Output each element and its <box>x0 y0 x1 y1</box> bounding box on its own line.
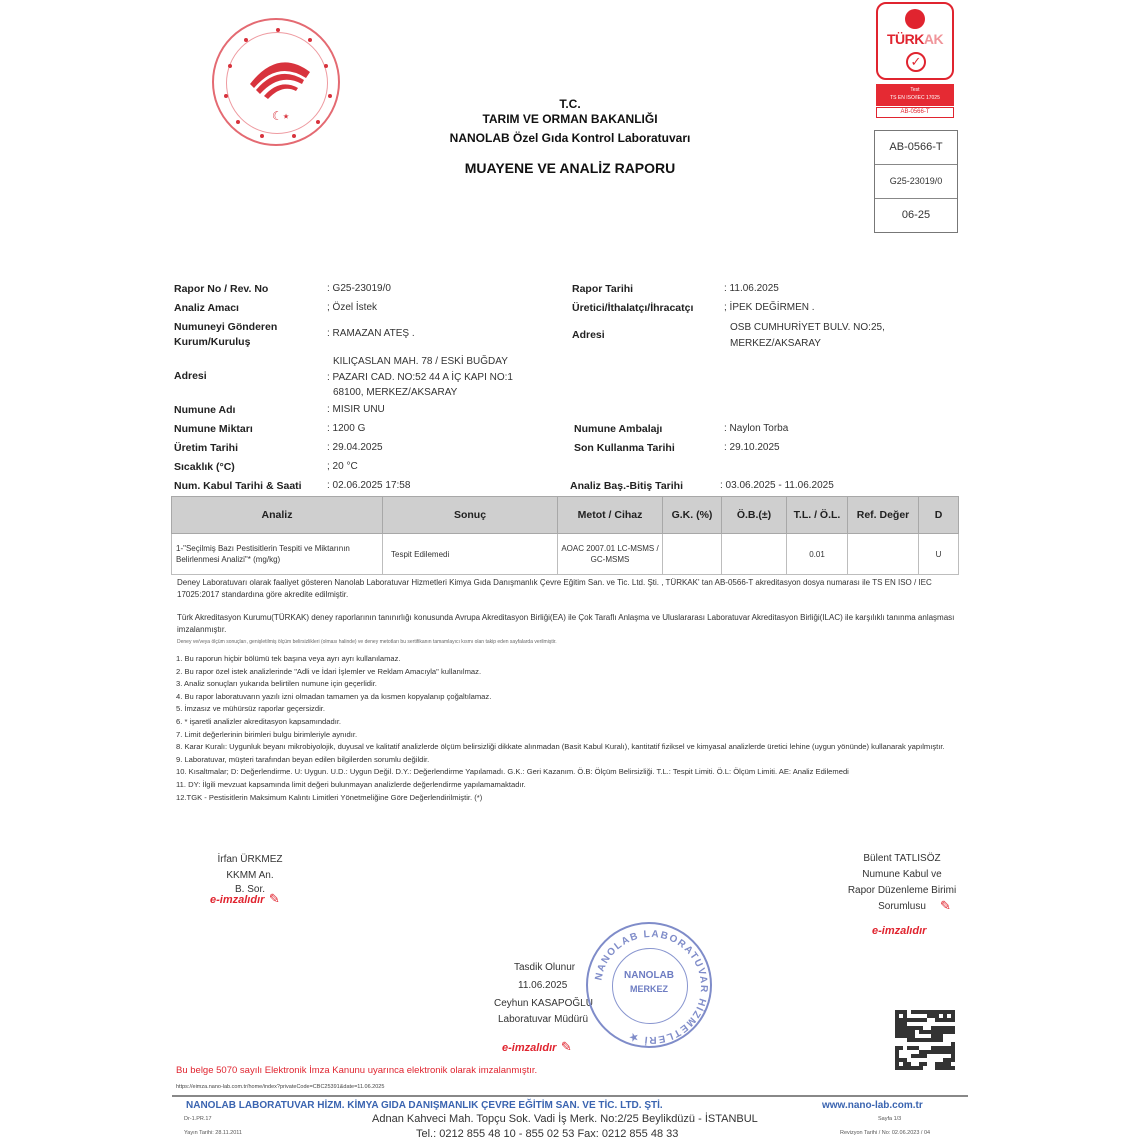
stamp-text-2: MERKEZ <box>630 984 668 994</box>
note-item: 8. Karar Kuralı: Uygunluk beyanı mikrobiyolojik, duyusal ve kalitatif analizlerde ölçüm belirsizliği dikkate alınmadan (Basit Kabul Kuralı), kantitatif fiziksel ve kimyasal analizlerde üretici lehine (uygun yönünde) kullanarak yapılmıştır. <box>176 742 945 752</box>
address-line-1: KILIÇASLAN MAH. 78 / ESKİ BUĞDAY <box>333 356 508 367</box>
value-analysis-purpose: ; Özel İstek <box>327 302 378 313</box>
cell-gk <box>663 534 722 575</box>
signer-name: İrfan ÜRKMEZ <box>217 854 283 865</box>
producer-address-line-1: OSB CUMHURİYET BULV. NO:25, <box>730 322 885 333</box>
value-report-date: : 11.06.2025 <box>724 283 779 294</box>
turkak-word: TÜRK <box>886 31 924 47</box>
turkak-band-line2: TS EN ISO/IEC 17025 <box>890 95 940 101</box>
label-sender-address: Adresi <box>174 370 207 382</box>
value-production-date: : 29.04.2025 <box>327 442 383 453</box>
footer-phone: Tel.: 0212 855 48 10 - 855 02 53 Fax: 0212 855 48 33 <box>416 1128 679 1140</box>
svg-text:☾٭: ☾٭ <box>272 109 290 123</box>
svg-text:NANOLAB LABORATUVAR HİZMETLERİ: NANOLAB LABORATUVAR HİZMETLERİ ★ <box>593 928 710 1046</box>
signer-role-2: B. Sor. <box>234 884 265 895</box>
label-expiry-date: Son Kullanma Tarihi <box>574 442 675 454</box>
checkmark-icon: ✓ <box>906 52 926 72</box>
label-acceptance-date: Num. Kabul Tarihi & Saati <box>174 480 302 492</box>
pen-icon: ✎ <box>940 898 951 913</box>
crescent-star-icon <box>905 9 925 29</box>
period-code: 06-25 <box>901 209 931 221</box>
col-ob: Ö.B.(±) <box>722 497 787 534</box>
label-sample-amount: Numune Miktarı <box>174 423 253 435</box>
verification-link[interactable]: https://eimza.nano-lab.com.tr/home/index?privateCode=CBC25391&date=11.06.2025 <box>176 1084 385 1090</box>
address-line-2: : PAZARI CAD. NO:52 44 A İÇ KAPI NO:1 <box>327 371 513 383</box>
note-item: 3. Analiz sonuçları yukarıda belirtilen numune için geçerlidir. <box>176 679 377 689</box>
signer-role-3: Sorumlusu <box>878 901 926 912</box>
report-code: G25-23019/0 <box>875 165 957 199</box>
signer-role: Numune Kabul ve <box>862 869 942 880</box>
note-item: 9. Laboratuvar, müşteri tarafından beyan edilen bilgilerden sorumlu değildir. <box>176 754 430 764</box>
stamp-text-1: NANOLAB <box>624 970 674 981</box>
label-analysis-dates: Analiz Baş.-Bitiş Tarihi <box>570 480 683 492</box>
col-d: D <box>919 497 959 534</box>
value-packaging: : Naylon Torba <box>724 423 789 434</box>
header-tc: T.C. <box>559 97 581 111</box>
report-title: MUAYENE VE ANALİZ RAPORU <box>464 160 676 176</box>
turkak-word-light: AK <box>923 31 944 47</box>
e-signature-legal-note: Bu belge 5070 sayılı Elektronik İmza Kanunu uyarınca elektronik olarak imzalanmıştır. <box>176 1065 538 1076</box>
signer-role: Laboratuvar Müdürü <box>498 1014 589 1025</box>
turkak-code: AB-0566-T <box>876 107 954 118</box>
cell-d: U <box>919 534 959 575</box>
col-gk: G.K. (%) <box>663 497 722 534</box>
table-row <box>172 534 959 575</box>
producer-address-line-2: MERKEZ/AKSARAY <box>730 337 821 349</box>
cell-metot: AOAC 2007.01 LC-MSMS / GC-MSMS <box>558 534 663 575</box>
cell-ob <box>722 534 787 575</box>
accreditation-paragraph-1: Deney Laboratuvarı olarak faaliyet gösteren Nanolab Laboratuvar Hizmetleri Kimya Gıda Danışmanlık Çevre Eğitim San. ve Tic. Ltd. Şti. , TÜRKAK' tan AB-0566-T akreditasyon dosya numarası ile TS EN ISO / IEC 17025:2017 standardına göre akredite edilmiştir. <box>177 578 932 599</box>
cell-analiz: 1-"Seçilmiş Bazı Pestisitlerin Tespiti ve Miktarının Belirlenmesi Analizi"* (mg/kg) <box>172 534 383 575</box>
note-item: 1. Bu raporun hiçbir bölümü tek başına veya ayrı ayrı kullanılamaz. <box>176 654 401 663</box>
signature-right <box>828 851 976 915</box>
footer-doc-code: Dr-1.PR.17 <box>184 1116 212 1122</box>
value-sender-address <box>327 354 513 401</box>
label-report-date: Rapor Tarihi <box>572 283 634 295</box>
pen-icon: ✎ <box>560 1039 572 1054</box>
value-report-no: : G25-23019/0 <box>327 283 391 294</box>
cell-tl: 0.01 <box>787 534 848 575</box>
lab-stamp <box>586 922 712 1048</box>
signer-name: Ceyhun KASAPOĞLU <box>494 998 593 1009</box>
value-sample-amount: : 1200 G <box>327 423 366 434</box>
value-producer: ; İPEK DEĞİRMEN . <box>724 302 815 313</box>
table-header-row <box>172 497 959 534</box>
ministry-seal-logo <box>212 18 340 146</box>
e-signed-label: e-imzalıdır <box>872 925 927 937</box>
e-signed-label: e-imzalıdır <box>502 1042 557 1054</box>
label-sample-name: Numune Adı <box>174 404 236 416</box>
value-temperature: ; 20 °C <box>327 461 358 472</box>
code-box <box>874 130 958 233</box>
wheat-field-icon <box>214 20 342 148</box>
value-analysis-dates: : 03.06.2025 - 11.06.2025 <box>720 480 834 491</box>
header-lab-name: NANOLAB Özel Gıda Kontrol Laboratuvarı <box>449 131 691 145</box>
cell-sonuc: Tespit Edilemedi <box>383 534 558 575</box>
col-analiz: Analiz <box>172 497 383 534</box>
e-signature-center <box>502 1038 572 1056</box>
approval-date: 11.06.2025 <box>518 980 568 991</box>
signer-role: KKMM An. <box>226 870 274 881</box>
col-sonuc: Sonuç <box>383 497 558 534</box>
label-analysis-purpose: Analiz Amacı <box>174 302 239 314</box>
header-ministry: TARIM VE ORMAN BAKANLIĞI <box>482 112 658 126</box>
col-metot: Metot / Cihaz <box>558 497 663 534</box>
note-item: 6. * işaretli analizler akreditasyon kapsamındadır. <box>176 716 342 726</box>
footer-website[interactable]: www.nano-lab.com.tr <box>822 1100 923 1111</box>
note-item: 11. DY: İlgili mevzuat kapsamında limit değeri bulunmayan analizlerde değerlendirme yapılamamaktadır. <box>176 779 526 789</box>
signer-role-2: Rapor Düzenleme Birimi <box>847 885 957 896</box>
turkak-logo <box>876 2 954 80</box>
turkak-standard-band <box>876 84 954 106</box>
note-item: 7. Limit değerlerinin birimleri bulgu birimleriyle aynıdır. <box>176 729 358 739</box>
value-expiry-date: : 29.10.2025 <box>724 442 780 453</box>
col-tl: T.L. / Ö.L. <box>787 497 848 534</box>
approval-label: Tasdik Olunur <box>514 962 576 973</box>
col-ref: Ref. Değer <box>848 497 919 534</box>
value-sample-name: : MISIR UNU <box>327 404 385 415</box>
note-item: 12.TGK - Pestisitlerin Maksimum Kalıntı Limitleri Yönetmeliğine Göre Değerlendirilmiştir. (*) <box>176 792 483 802</box>
results-table <box>171 496 959 575</box>
turkak-band-line1: Test <box>910 87 920 93</box>
note-item: 4. Bu rapor laboratuvarın yazılı izni olmadan tamamen ya da kısmen kopyalanıp çoğaltılamaz. <box>176 691 492 701</box>
accreditation-paragraph-3: Deney ve/veya ölçüm sonuçları, genişletilmiş ölçüm belirsizlikleri (olması halinde) ve deney metotları bu sertifikanın tamamlayıcı kısmı olan takip eden sayfalarda verilmiştir. <box>177 639 557 645</box>
note-item: 2. Bu rapor özel istek analizlerinde "Adli ve İdari İşlemler ve Reklam Amacıyla" kullanılmaz. <box>176 666 482 676</box>
e-signature-left <box>210 890 280 908</box>
value-producer-address <box>724 320 885 351</box>
value-sender: : RAMAZAN ATEŞ . <box>327 328 415 339</box>
footer-revision: Revizyon Tarihi / No: 02.06.2023 / 04 <box>840 1130 931 1136</box>
footer-company-name: NANOLAB LABORATUVAR HİZM. KİMYA GIDA DANIŞMANLIK ÇEVRE EĞİTİM SAN. VE TİC. LTD. ŞTİ. <box>186 1100 663 1111</box>
accreditation-paragraph-2: Türk Akreditasyon Kurumu(TÜRKAK) deney raporlarının tanınırlığı konusunda Avrupa Akreditasyon Birliği(EA) ile Çok Taraflı Anlaşma ve Uluslararası Laboratuvar Akreditasyon Birliği(ILAC) ile karşılıklı tanınma anlaşması imzalanmıştır. <box>177 613 955 634</box>
footer-divider <box>172 1095 968 1097</box>
label-production-date: Üretim Tarihi <box>174 442 238 454</box>
label-temperature: Sıcaklık (°C) <box>174 461 235 473</box>
value-acceptance-date: : 02.06.2025 17:58 <box>327 480 411 491</box>
cell-ref <box>848 534 919 575</box>
footer-page-number: Sayfa 1/3 <box>878 1116 902 1122</box>
label-packaging: Numune Ambalajı <box>574 423 663 435</box>
label-report-no: Rapor No / Rev. No <box>174 283 269 295</box>
label-sender: Numuneyi Gönderen Kurum/Kuruluş <box>174 321 278 348</box>
note-item: 5. İmzasız ve mühürsüz raporlar geçersizdir. <box>176 704 325 714</box>
e-signed-label: e-imzalıdır <box>210 894 265 906</box>
qr-code[interactable] <box>895 1010 955 1070</box>
label-producer: Üretici/İthalatçı/İhracatçı <box>572 302 694 314</box>
notes-list <box>176 653 966 804</box>
footer-address: Adnan Kahveci Mah. Topçu Sok. Vadi İş Merk. No:2/25 Beylikdüzü - İSTANBUL <box>372 1113 758 1125</box>
footer-publish-date: Yayın Tarihi: 28.11.2011 <box>184 1130 242 1136</box>
address-line-3: 68100, MERKEZ/AKSARAY <box>333 387 458 398</box>
accreditation-code: AB-0566-T <box>875 131 957 165</box>
signer-name: Bülent TATLISÖZ <box>863 853 941 864</box>
note-item: 10. Kısaltmalar; D: Değerlendirme. U: Uygun. U.D.: Uygun Değil. D.Y.: Değerlendirme Yapılamadı. G.K.: Geri Kazanım. Ö.B: Ölçüm Belirsizliği. T.L.: Tespit Limiti. Ö.L: Ölçüm Limiti. AE: Analiz Edilemedi <box>176 767 849 777</box>
label-producer-address: Adresi <box>572 329 605 341</box>
pen-icon: ✎ <box>268 891 280 906</box>
